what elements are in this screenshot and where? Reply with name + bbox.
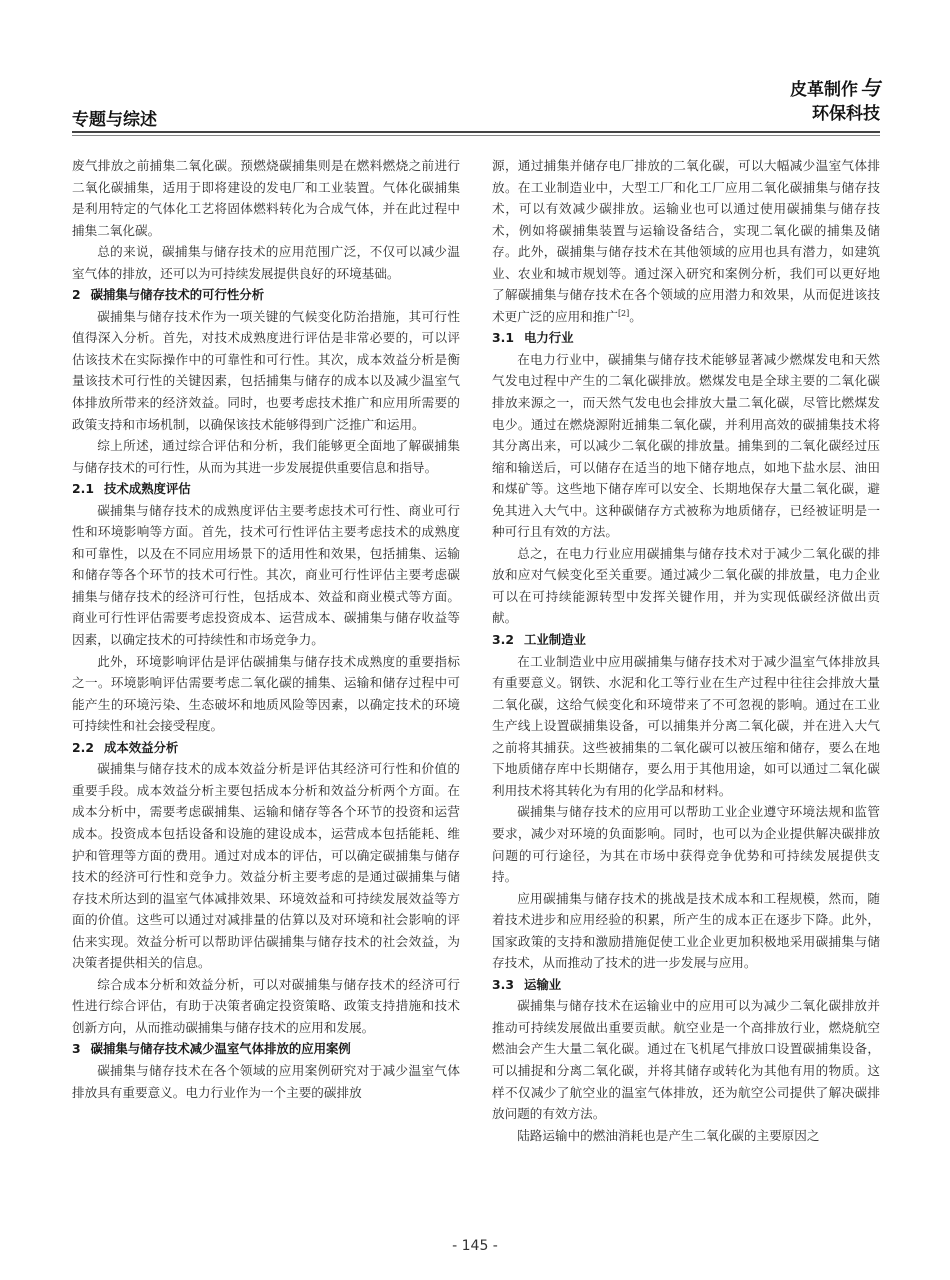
heading-text: 成本效益分析 — [103, 739, 179, 755]
section-heading — [72, 478, 460, 500]
paragraph — [492, 349, 880, 543]
paragraph-text: 碳捕集与储存技术的成熟度评估主要考虑技术可行性、商业可行性和环境影响等方面。首先，技术可行性评估主要考虑技术的成熟度和可靠性，以及在不同应用场景下的适用性和效果，包括捕集、运输和储存等各个环节的技术可行性。其次，商业可行性评估主要考虑碳捕集与储存技术的经济可行性，包括成本、效益和商业模式等方面。商业可行性评估需要考虑投资成本、运营成本、碳捕集与储存收益等因素，以确定技术的可持续性和市场竞争力。 — [72, 502, 460, 648]
heading-text: 技术成熟度评估 — [103, 481, 191, 497]
paragraph-text: 在工业制造业中应用碳捕集与储存技术对于减少温室气体排放具有重要意义。钢铁、水泥和化工等行业在生产过程中往往会排放大量二氧化碳，这给气候变化和环境带来了不可忽视的影响。通过在工业生产线上设置碳捕集设备，可以捕集并分离二氧化碳，并在进入大气之前将其捕获。这些被捕集的二氧化碳可以被压缩和储存，要么在地下地质储存库中长期储存，要么用于其他用途，如可以通过二氧化碳利用技术将其转化为有用的化学品和材料。 — [492, 653, 880, 798]
heading-number: 3.2 — [492, 632, 514, 648]
heading-number: 3.1 — [492, 330, 514, 346]
journal-title-line2: 环保科技 — [812, 104, 880, 124]
paragraph — [492, 888, 880, 974]
paragraph-text: 综合成本分析和效益分析，可以对碳捕集与储存技术的经济可行性进行综合评估，有助于决策者确定投资策略、政策支持措施和技术创新方向，从而推动碳捕集与储存技术的应用和发展。 — [72, 976, 460, 1035]
section-heading — [72, 1038, 460, 1060]
header-rule-thin — [72, 135, 880, 136]
heading-text: 碳捕集与储存技术的可行性分析 — [90, 287, 265, 303]
paragraph-text: 总之，在电力行业应用碳捕集与储存技术对于减少二氧化碳的排放和应对气候变化至关重要。通过减少二氧化碳的排放量，电力企业可以在可持续能源转型中发挥关键作用，并为实现低碳经济做出贡献。 — [492, 545, 880, 626]
paragraph — [492, 1125, 880, 1147]
paragraph — [72, 435, 460, 478]
right-column — [492, 155, 880, 1146]
paragraph — [72, 758, 460, 973]
paragraph-text: 源，通过捕集并储存电厂排放的二氧化碳，可以大幅减少温室气体排放。在工业制造业中，大型工厂和化工厂应用二氧化碳捕集与储存技术，可以有效减少碳排放。运输业也可以通过使用碳捕集与储存技术，例如将碳捕集装置与运输设备结合，实现二氧化碳的捕集及储存。此外，碳捕集与储存技术在其他领域的应用也具有潜力，如建筑业、农业和城市规划等。通过深入研究和案例分析，我们可以更好地了解碳捕集与储存技术在各个领域的应用潜力和效果，从而促进该技术更广泛的应用和推广 — [492, 158, 880, 324]
journal-title — [790, 76, 880, 126]
heading-number: 2.2 — [72, 739, 94, 755]
citation-ref: [2] — [617, 308, 630, 318]
page-header — [72, 70, 880, 130]
paragraph-text: 碳捕集与储存技术的应用可以帮助工业企业遵守环境法规和监管要求，减少对环境的负面影响。同时，也可以为企业提供解决碳排放问题的可行途径，为其在市场中获得竞争优势和可持续发展提供支持。 — [492, 804, 880, 885]
section-heading — [492, 327, 880, 349]
paragraph — [72, 306, 460, 435]
paragraph-text: 碳捕集与储存技术在运输业中的应用可以为减少二氧化碳排放并推动可持续发展做出重要贡献。航空业是一个高排放行业，燃烧航空燃油会产生大量二氧化碳。通过在飞机尾气排放口设置碳捕集设备，可以捕捉和分离二氧化碳，并将其储存或转化为其他有用的物质。这样不仅减少了航空业的温室气体排放，还为航空公司提供了解决碳排放问题的有效方法。 — [492, 998, 880, 1122]
journal-title-amp: 与 — [860, 76, 880, 100]
paragraph — [72, 1060, 460, 1103]
paragraph-text: 废气排放之前捕集二氧化碳。预燃烧碳捕集则是在燃料燃烧之前进行二氧化碳捕集，适用于即将建设的发电厂和工业装置。气体化碳捕集是利用特定的气体化工艺将固体燃料转化为合成气体，并在此过程中捕集二氧化碳。 — [72, 158, 460, 238]
section-heading — [492, 629, 880, 651]
paragraph-text: 应用碳捕集与储存技术的挑战是技术成本和工程规模，然而，随着技术进步和应用经验的积累，所产生的成本正在逐步下降。此外，国家政策的支持和激励措施促使工业企业更加积极地采用碳捕集与储存技术，从而推动了技术的进一步发展与应用。 — [492, 890, 880, 971]
heading-text: 电力行业 — [523, 330, 574, 346]
paragraph-text: 在电力行业中，碳捕集与储存技术能够显著减少燃煤发电和天然气发电过程中产生的二氧化碳排放。燃煤发电是全球主要的二氧化碳排放来源之一，而天然气发电也会排放大量二氧化碳，尽管比燃煤发电少。通过在燃烧源附近捕集二氧化碳，并利用高效的碳捕集技术将其分离出来，可以减少二氧化碳的排放量。捕集到的二氧化碳经过压缩和输送后，可以储存在适当的地下储存地点，如地下盐水层、油田和煤矿等。这些地下储存库可以安全、长期地保存大量二氧化碳，避免其进入大气中。这种碳储存方式被称为地质储存，已经被证明是一种可行且有效的方法。 — [492, 351, 880, 540]
paragraph — [72, 155, 460, 241]
paragraph — [492, 651, 880, 802]
heading-number: 2.1 — [72, 481, 94, 497]
page-number: - 145 - — [452, 1238, 498, 1254]
header-rule — [72, 131, 880, 133]
paragraph — [72, 241, 460, 284]
heading-number: 3.3 — [492, 976, 514, 992]
heading-text: 工业制造业 — [523, 632, 586, 648]
heading-number: 3 — [72, 1041, 81, 1057]
heading-text: 碳捕集与储存技术减少温室气体排放的应用案例 — [90, 1041, 351, 1057]
paragraph-tail: 。 — [629, 308, 642, 324]
section-heading — [72, 284, 460, 306]
paragraph-text: 此外，环境影响评估是评估碳捕集与储存技术成熟度的重要指标之一。环境影响评估需要考虑二氧化碳的捕集、运输和储存过程中可能产生的环境污染、生态破坏和地质风险等因素，以确定技术的环境可持续性和社会接受程度。 — [72, 653, 460, 734]
paragraph-text: 综上所述，通过综合评估和分析，我们能够更全面地了解碳捕集与储存技术的可行性，从而为其进一步发展提供重要信息和指导。 — [72, 438, 460, 475]
paragraph-text: 碳捕集与储存技术在各个领域的应用案例研究对于减少温室气体排放具有重要意义。电力行业作为一个主要的碳排放 — [72, 1062, 460, 1100]
section-heading — [72, 737, 460, 759]
paragraph-text: 碳捕集与储存技术作为一项关键的气候变化防治措施，其可行性值得深入分析。首先，对技术成熟度进行评估是非常必要的，可以评估该技术在实际操作中的可靠性和可行性。其次，成本效益分析是衡量该技术可行性的关键因素，包括捕集与储存的成本以及减少温室气体排放所带来的经济效益。同时，也要考虑技术推广和应用所需要的政策支持和市场机制，以确保该技术能够得到广泛推广和运用。 — [72, 308, 460, 432]
paragraph — [492, 155, 880, 327]
section-heading — [492, 974, 880, 996]
paragraph-text: 碳捕集与储存技术的成本效益分析是评估其经济可行性和价值的重要手段。成本效益分析主要包括成本分析和效益分析两个方面。在成本分析中，需要考虑碳捕集、运输和储存等各个环节的投资和运营成本。投资成本包括设备和设施的建设成本，运营成本包括能耗、维护和管理等方面的费用。通过对成本的评估，可以确定碳捕集与储存技术的经济可行性和竞争力。效益分析主要考虑的是通过碳捕集与储存技术所达到的温室气体减排效果、环境效益和可持续发展效益等方面的价值。这些可以通过对减排量的估算以及对环境和社会影响的评估来实现。效益分析可以帮助评估碳捕集与储存技术的社会效益，为决策者提供相关的信息。 — [72, 761, 460, 971]
paragraph — [72, 974, 460, 1039]
paragraph — [72, 500, 460, 651]
paragraph — [492, 543, 880, 629]
left-column — [72, 155, 460, 1103]
heading-text: 运输业 — [523, 976, 562, 992]
section-label: 专题与综述 — [72, 110, 157, 130]
heading-number: 2 — [72, 287, 81, 303]
paragraph-text: 陆路运输中的燃油消耗也是产生二氧化碳的主要原因之 — [517, 1127, 820, 1143]
paragraph — [492, 995, 880, 1124]
journal-title-line1: 皮革制作 — [790, 80, 858, 100]
paragraph-text: 总的来说，碳捕集与储存技术的应用范围广泛，不仅可以减少温室气体的排放，还可以为可持续发展提供良好的环境基础。 — [72, 244, 460, 281]
paragraph — [492, 801, 880, 887]
paragraph — [72, 651, 460, 737]
